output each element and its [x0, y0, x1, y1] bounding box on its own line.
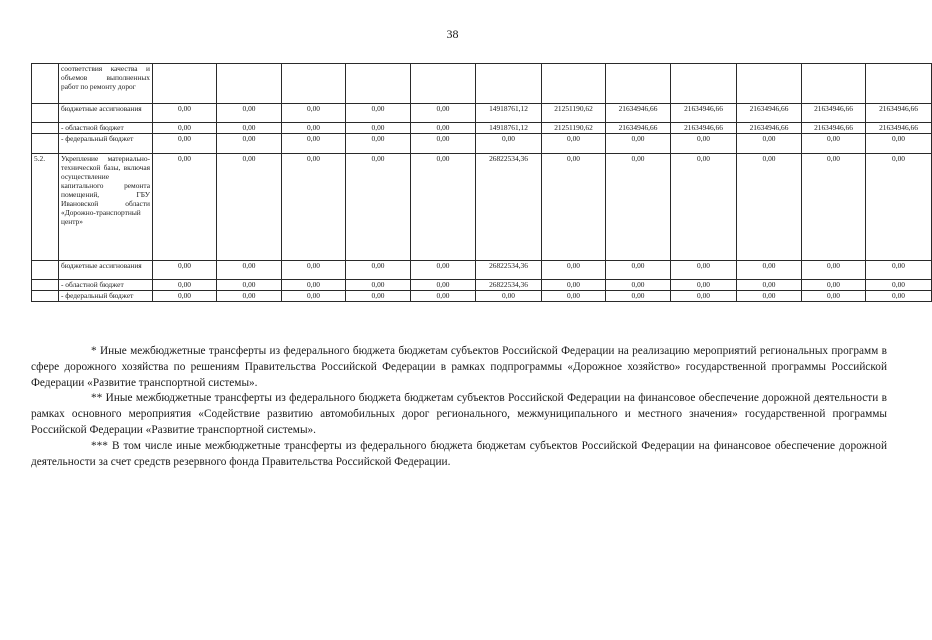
value-cell: 21634946,66 — [737, 123, 802, 134]
value-cell: 26822534,36 — [476, 261, 542, 280]
budget-table — [31, 63, 932, 302]
value-cell: 0,00 — [411, 280, 476, 291]
row-label-cell: - федеральный бюджет — [59, 134, 153, 154]
value-cell: 0,00 — [606, 261, 671, 280]
value-cell: 0,00 — [476, 291, 542, 302]
row-index-cell — [32, 104, 59, 123]
row-label-cell: бюджетные ассигнования — [59, 104, 153, 123]
value-cell: 0,00 — [671, 261, 737, 280]
value-cell: 21634946,66 — [866, 104, 932, 123]
value-cell: 0,00 — [737, 291, 802, 302]
row-index-cell — [32, 261, 59, 280]
value-cell: 0,00 — [217, 261, 282, 280]
value-cell: 0,00 — [671, 134, 737, 154]
value-cell: 0,00 — [346, 280, 411, 291]
value-cell: 0,00 — [606, 154, 671, 261]
value-cell: 21251190,62 — [542, 104, 606, 123]
value-cell: 21634946,66 — [671, 123, 737, 134]
value-cell: 0,00 — [153, 154, 217, 261]
value-cell: 21634946,66 — [671, 104, 737, 123]
value-cell: 21634946,66 — [737, 104, 802, 123]
value-cell: 0,00 — [542, 280, 606, 291]
value-cell: 0,00 — [737, 261, 802, 280]
value-cell: 0,00 — [346, 261, 411, 280]
value-cell: 0,00 — [737, 280, 802, 291]
value-cell: 0,00 — [346, 104, 411, 123]
footnote-3: *** В том числе иные межбюджетные трансферты из федерального бюджета бюджетам субъектов Российской Федерации на финансовое обеспечение дорожной деятельности за счет средств резервного фонда Правительства Российской Федерации. — [31, 439, 887, 468]
value-cell: 0,00 — [282, 261, 346, 280]
value-cell: 0,00 — [866, 291, 932, 302]
value-cell: 0,00 — [346, 134, 411, 154]
value-cell: 0,00 — [542, 261, 606, 280]
table-row — [32, 104, 932, 123]
value-cell: 0,00 — [866, 261, 932, 280]
value-cell: 0,00 — [476, 134, 542, 154]
value-cell — [606, 64, 671, 104]
value-cell: 0,00 — [346, 291, 411, 302]
value-cell: 0,00 — [606, 134, 671, 154]
value-cell: 0,00 — [282, 291, 346, 302]
row-index-cell — [32, 280, 59, 291]
value-cell — [737, 64, 802, 104]
value-cell: 0,00 — [866, 280, 932, 291]
value-cell: 14918761,12 — [476, 104, 542, 123]
value-cell: 0,00 — [542, 154, 606, 261]
value-cell — [671, 64, 737, 104]
table-row — [32, 154, 932, 261]
value-cell: 0,00 — [217, 280, 282, 291]
value-cell: 21634946,66 — [606, 104, 671, 123]
value-cell: 21634946,66 — [802, 104, 866, 123]
value-cell: 21634946,66 — [866, 123, 932, 134]
value-cell — [866, 64, 932, 104]
value-cell: 26822534,36 — [476, 154, 542, 261]
footnotes — [31, 344, 887, 470]
value-cell: 0,00 — [153, 104, 217, 123]
value-cell: 0,00 — [411, 261, 476, 280]
value-cell: 0,00 — [217, 154, 282, 261]
value-cell: 21634946,66 — [802, 123, 866, 134]
row-index-cell — [32, 291, 59, 302]
row-index-cell — [32, 123, 59, 134]
value-cell — [282, 64, 346, 104]
value-cell: 14918761,12 — [476, 123, 542, 134]
value-cell: 0,00 — [802, 280, 866, 291]
value-cell — [542, 64, 606, 104]
row-index-cell — [32, 134, 59, 154]
value-cell: 0,00 — [282, 134, 346, 154]
value-cell: 0,00 — [282, 104, 346, 123]
value-cell: 26822534,36 — [476, 280, 542, 291]
value-cell: 0,00 — [542, 134, 606, 154]
row-label-cell: соответствия качества и объемов выполненных работ по ремонту дорог — [59, 64, 153, 104]
table-row — [32, 64, 932, 104]
value-cell: 0,00 — [153, 261, 217, 280]
value-cell: 0,00 — [153, 280, 217, 291]
value-cell: 21251190,62 — [542, 123, 606, 134]
value-cell: 0,00 — [217, 291, 282, 302]
value-cell: 0,00 — [866, 134, 932, 154]
row-label-cell: бюджетные ассигнования — [59, 261, 153, 280]
value-cell: 0,00 — [671, 280, 737, 291]
value-cell: 0,00 — [217, 104, 282, 123]
table-row — [32, 261, 932, 280]
value-cell: 0,00 — [606, 280, 671, 291]
value-cell: 0,00 — [153, 123, 217, 134]
value-cell — [153, 64, 217, 104]
value-cell: 0,00 — [411, 134, 476, 154]
value-cell: 0,00 — [802, 154, 866, 261]
value-cell: 0,00 — [411, 123, 476, 134]
footnote-2: ** Иные межбюджетные трансферты из федерального бюджета бюджетам субъектов Российской Федерации на финансовое обеспечение дорожной деятельности в рамках основного мероприятия «Содействие развитию автомобильных дорог регионального, межмуниципального и местного значения» государственной программы Российской Федерации «Развитие транспортной системы». — [31, 392, 887, 436]
value-cell: 0,00 — [671, 154, 737, 261]
value-cell — [217, 64, 282, 104]
page-number: 38 — [446, 27, 459, 41]
value-cell: 0,00 — [411, 154, 476, 261]
row-index-cell — [32, 64, 59, 104]
value-cell: 0,00 — [542, 291, 606, 302]
value-cell — [346, 64, 411, 104]
value-cell: 0,00 — [802, 291, 866, 302]
footnote-1: * Иные межбюджетные трансферты из федерального бюджета бюджетам субъектов Российской Федерации на реализацию мероприятий региональных программ в сфере дорожного хозяйства по решениям Правительства Российской Федерации в рамках подпрограммы «Дорожное хозяйство» государственной программы Российской Федерации «Развитие транспортной системы». — [31, 345, 887, 389]
value-cell: 0,00 — [282, 280, 346, 291]
value-cell: 0,00 — [153, 134, 217, 154]
budget-table-body — [32, 64, 932, 302]
value-cell — [802, 64, 866, 104]
row-label-cell: Укрепление материально-технической базы, включая осуществление капитального ремонта помещений, ГБУ Ивановской области «Дорожно-транспортный центр» — [59, 154, 153, 261]
value-cell: 0,00 — [346, 154, 411, 261]
value-cell: 0,00 — [217, 134, 282, 154]
table-row — [32, 280, 932, 291]
value-cell: 21634946,66 — [606, 123, 671, 134]
value-cell: 0,00 — [153, 291, 217, 302]
row-label-cell: - областной бюджет — [59, 123, 153, 134]
value-cell: 0,00 — [802, 134, 866, 154]
table-row — [32, 134, 932, 154]
row-index-cell: 5.2. — [32, 154, 59, 261]
table-row — [32, 123, 932, 134]
value-cell: 0,00 — [411, 291, 476, 302]
table-row — [32, 291, 932, 302]
value-cell: 0,00 — [606, 291, 671, 302]
value-cell: 0,00 — [346, 123, 411, 134]
row-label-cell: - федеральный бюджет — [59, 291, 153, 302]
value-cell: 0,00 — [282, 123, 346, 134]
value-cell: 0,00 — [737, 134, 802, 154]
value-cell: 0,00 — [866, 154, 932, 261]
row-label-cell: - областной бюджет — [59, 280, 153, 291]
value-cell: 0,00 — [217, 123, 282, 134]
value-cell — [411, 64, 476, 104]
value-cell: 0,00 — [737, 154, 802, 261]
value-cell: 0,00 — [411, 104, 476, 123]
value-cell: 0,00 — [671, 291, 737, 302]
value-cell: 0,00 — [802, 261, 866, 280]
value-cell — [476, 64, 542, 104]
value-cell: 0,00 — [282, 154, 346, 261]
